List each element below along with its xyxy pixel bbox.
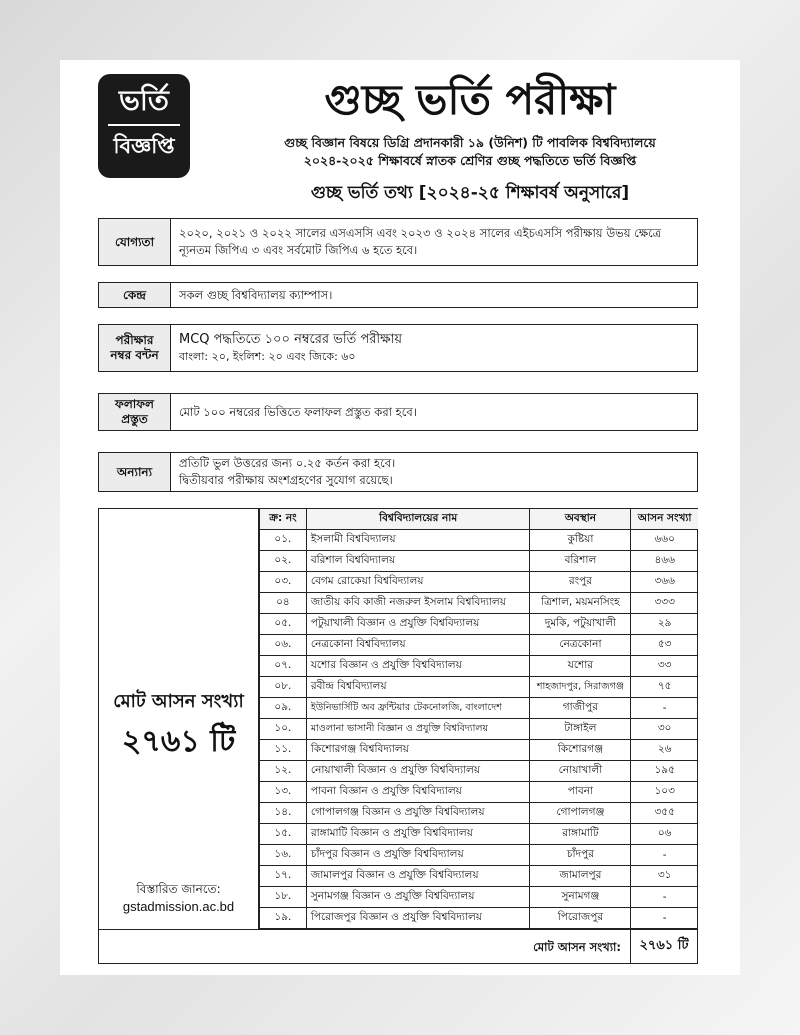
- row-location: ত্রিশাল, ময়মনসিংহ: [530, 593, 631, 614]
- center-box: [98, 282, 698, 308]
- table-row: [260, 782, 699, 803]
- subtitle-line2: ২০২৪-২০২৫ শিক্ষাবর্ষে স্নাতক শ্রেণির গুচ্ছ পদ্ধতিতে ভর্তি বিজ্ঞপ্তি: [303, 153, 637, 168]
- row-university: যশোর বিজ্ঞান ও প্রযুক্তি বিশ্ববিদ্যালয়: [306, 656, 530, 677]
- row-serial: ০৫.: [260, 614, 307, 635]
- row-serial: ০৪: [260, 593, 307, 614]
- center-label: কেন্দ্র: [99, 283, 171, 307]
- table-row: [260, 635, 699, 656]
- admission-notice-sheet: [60, 60, 740, 975]
- university-seat-section: [98, 508, 698, 964]
- row-seats: -: [631, 887, 698, 908]
- row-serial: ১৪.: [260, 803, 307, 824]
- row-location: বরিশাল: [530, 551, 631, 572]
- row-location: গোপালগঞ্জ: [530, 803, 631, 824]
- row-seats: ৩৩৩: [631, 593, 698, 614]
- footer-total-label: মোট আসন সংখ্যা:: [533, 940, 621, 954]
- row-location: কুষ্টিয়া: [530, 530, 631, 551]
- row-seats: ২৯: [631, 614, 698, 635]
- subtitle-line1: গুচ্ছ বিজ্ঞান বিষয়ে ডিগ্রি প্রদানকারী ১৯ (উনিশ) টি পাবলিক বিশ্ববিদ্যালয়ে: [284, 135, 656, 150]
- eligibility-text: ২০২০, ২০২১ ও ২০২২ সালের এসএসসি এবং ২০২৩ ও ২০২৪ সালের এইচএসসি পরীক্ষায় উভয় ক্ষেত্রে ন্যূনতম জিপিএ ৩ এবং সর্বমোট জিপিএ ৬ হতে হবে।: [179, 226, 662, 257]
- table-row: [260, 824, 699, 845]
- row-serial: ০৬.: [260, 635, 307, 656]
- row-location: শাহজাদপুর, সিরাজগঞ্জ: [530, 677, 631, 698]
- table-row: [260, 530, 699, 551]
- marks-label: [99, 325, 171, 371]
- header-location: অবস্থান: [530, 509, 631, 530]
- result-label-line2: প্রস্তুত: [121, 412, 148, 426]
- table-row: [260, 719, 699, 740]
- row-seats: ৬৬০: [631, 530, 698, 551]
- row-seats: ২৬: [631, 740, 698, 761]
- result-label: [99, 394, 171, 430]
- center-text: সকল গুচ্ছ বিশ্ববিদ্যালয় ক্যাম্পাস।: [179, 287, 333, 302]
- table-row: [260, 677, 699, 698]
- row-university: পাবনা বিজ্ঞান ও প্রযুক্তি বিশ্ববিদ্যালয়: [306, 782, 530, 803]
- row-serial: ১৫.: [260, 824, 307, 845]
- eligibility-box: [98, 218, 698, 266]
- row-university: নেত্রকোনা বিশ্ববিদ্যালয়: [306, 635, 530, 656]
- row-serial: ১৭.: [260, 866, 307, 887]
- row-seats: ৪৬৬: [631, 551, 698, 572]
- row-location: জামালপুর: [530, 866, 631, 887]
- table-row: [260, 803, 699, 824]
- row-seats: ৫৩: [631, 635, 698, 656]
- row-location: রংপুর: [530, 572, 631, 593]
- row-serial: ১৯.: [260, 908, 307, 929]
- row-location: নোয়াখালী: [530, 761, 631, 782]
- row-seats: -: [631, 908, 698, 929]
- row-serial: ০৮.: [260, 677, 307, 698]
- total-seat-value: ২৭৬১ টি: [121, 724, 236, 759]
- row-seats: ৩১: [631, 866, 698, 887]
- result-box: [98, 393, 698, 431]
- header-serial: ক্র: নং: [260, 509, 307, 530]
- row-serial: ০২.: [260, 551, 307, 572]
- table-row: [260, 866, 699, 887]
- row-seats: ৩০: [631, 719, 698, 740]
- result-label-line1: ফলাফল: [115, 397, 154, 411]
- row-university: নোয়াখালী বিজ্ঞান ও প্রযুক্তি বিশ্ববিদ্যালয়: [306, 761, 530, 782]
- table-footer: [99, 929, 697, 963]
- table-row: [260, 656, 699, 677]
- total-seat-panel: [99, 509, 259, 929]
- row-location: কিশোরগঞ্জ: [530, 740, 631, 761]
- row-seats: ০৬: [631, 824, 698, 845]
- marks-label-line1: পরীক্ষার: [115, 333, 154, 347]
- table-row: [260, 740, 699, 761]
- row-university: সুনামগঞ্জ বিজ্ঞান ও প্রযুক্তি বিশ্ববিদ্যালয়: [306, 887, 530, 908]
- badge-divider: [108, 124, 180, 126]
- row-university: মাওলানা ভাসানী বিজ্ঞান ও প্রযুক্তি বিশ্ববিদ্যালয়: [306, 719, 530, 740]
- row-seats: ৩৬৬: [631, 572, 698, 593]
- row-university: জামালপুর বিজ্ঞান ও প্রযুক্তি বিশ্ববিদ্যালয়: [306, 866, 530, 887]
- table-row: [260, 908, 699, 929]
- row-serial: ১৩.: [260, 782, 307, 803]
- row-university: কিশোরগঞ্জ বিশ্ববিদ্যালয়: [306, 740, 530, 761]
- row-serial: ০৩.: [260, 572, 307, 593]
- header-seats: আসন সংখ্যা: [631, 509, 698, 530]
- university-table: [259, 509, 698, 929]
- table-row: [260, 698, 699, 719]
- other-label: অন্যান্য: [99, 453, 171, 491]
- badge-line1: ভর্তি: [119, 84, 169, 117]
- other-line2: দ্বিতীয়বার পরীক্ষায় অংশগ্রহণের সুযোগ রয়েছে।: [179, 473, 393, 487]
- table-row: [260, 551, 699, 572]
- row-seats: -: [631, 845, 698, 866]
- row-seats: ১০৩: [631, 782, 698, 803]
- row-seats: ৭৫: [631, 677, 698, 698]
- eligibility-label: যোগ্যতা: [99, 219, 171, 265]
- row-serial: ০১.: [260, 530, 307, 551]
- row-location: টাঙ্গাইল: [530, 719, 631, 740]
- row-location: নেত্রকোনা: [530, 635, 631, 656]
- row-seats: ৩৩: [631, 656, 698, 677]
- row-location: পাবনা: [530, 782, 631, 803]
- row-location: গাজীপুর: [530, 698, 631, 719]
- row-university: রবীন্দ্র বিশ্ববিদ্যালয়: [306, 677, 530, 698]
- row-university: বেগম রোকেয়া বিশ্ববিদ্যালয়: [306, 572, 530, 593]
- row-location: যশোর: [530, 656, 631, 677]
- table-row: [260, 761, 699, 782]
- website-link[interactable]: gstadmission.ac.bd: [122, 899, 235, 914]
- row-serial: ১০.: [260, 719, 307, 740]
- other-line1: প্রতিটি ভুল উত্তরের জন্য ০.২৫ কর্তন করা হবে।: [179, 456, 396, 470]
- row-university: ইসলামী বিশ্ববিদ্যালয়: [306, 530, 530, 551]
- table-row: [260, 845, 699, 866]
- total-seat-label: মোট আসন সংখ্যা: [113, 691, 244, 712]
- row-serial: ১১.: [260, 740, 307, 761]
- info-section-title: গুচ্ছ ভর্তি তথ্য [২০২৪-২৫ শিক্ষাবর্ষ অনুসারে]: [310, 183, 630, 203]
- row-seats: ১৯৫: [631, 761, 698, 782]
- page-title: গুচ্ছ ভর্তি পরীক্ষা: [324, 75, 616, 124]
- table-row: [260, 887, 699, 908]
- row-serial: ১২.: [260, 761, 307, 782]
- marks-label-line2: নম্বর বন্টন: [110, 348, 159, 362]
- marks-line2: বাংলা: ২০, ইংলিশ: ২০ এবং জিকে: ৬০: [179, 350, 356, 363]
- table-header-row: [260, 509, 699, 530]
- other-box: [98, 452, 698, 492]
- admission-notice-badge: [98, 74, 190, 178]
- row-university: বরিশাল বিশ্ববিদ্যালয়: [306, 551, 530, 572]
- row-university: ইউনিভার্সিটি অব ফ্রন্টিয়ার টেকনোলজি, বাংলাদেশ: [306, 698, 530, 719]
- row-serial: ০৭.: [260, 656, 307, 677]
- row-university: চাঁদপুর বিজ্ঞান ও প্রযুক্তি বিশ্ববিদ্যালয়: [306, 845, 530, 866]
- marks-line1: MCQ পদ্ধতিতে ১০০ নম্বরের ভর্তি পরীক্ষায়: [179, 332, 403, 347]
- table-row: [260, 572, 699, 593]
- row-serial: ১৮.: [260, 887, 307, 908]
- row-location: সুনামগঞ্জ: [530, 887, 631, 908]
- row-university: জাতীয় কবি কাজী নজরুল ইসলাম বিশ্ববিদ্যালয়: [306, 593, 530, 614]
- badge-line2: বিজ্ঞপ্তি: [113, 134, 175, 158]
- row-location: চাঁদপুর: [530, 845, 631, 866]
- row-seats: -: [631, 698, 698, 719]
- result-text: মোট ১০০ নম্বরের ভিত্তিতে ফলাফল প্রস্তুত করা হবে।: [179, 404, 417, 419]
- row-university: রাঙ্গামাটি বিজ্ঞান ও প্রযুক্তি বিশ্ববিদ্যালয়: [306, 824, 530, 845]
- row-location: রাঙ্গামাটি: [530, 824, 631, 845]
- more-info-label: বিস্তারিত জানতে:: [136, 882, 221, 896]
- table-row: [260, 593, 699, 614]
- row-location: পিরোজপুর: [530, 908, 631, 929]
- marks-box: [98, 324, 698, 372]
- row-serial: ১৬.: [260, 845, 307, 866]
- row-university: গোপালগঞ্জ বিজ্ঞান ও প্রযুক্তি বিশ্ববিদ্যালয়: [306, 803, 530, 824]
- row-location: দুমকি, পটুয়াখালী: [530, 614, 631, 635]
- table-row: [260, 614, 699, 635]
- header-university-name: বিশ্ববিদ্যালয়ের নাম: [306, 509, 530, 530]
- row-seats: ৩৫৫: [631, 803, 698, 824]
- footer-total-value: ২৭৬১ টি: [630, 930, 697, 963]
- row-university: পিরোজপুর বিজ্ঞান ও প্রযুক্তি বিশ্ববিদ্যালয়: [306, 908, 530, 929]
- row-university: পটুয়াখালী বিজ্ঞান ও প্রযুক্তি বিশ্ববিদ্যালয়: [306, 614, 530, 635]
- row-serial: ০৯.: [260, 698, 307, 719]
